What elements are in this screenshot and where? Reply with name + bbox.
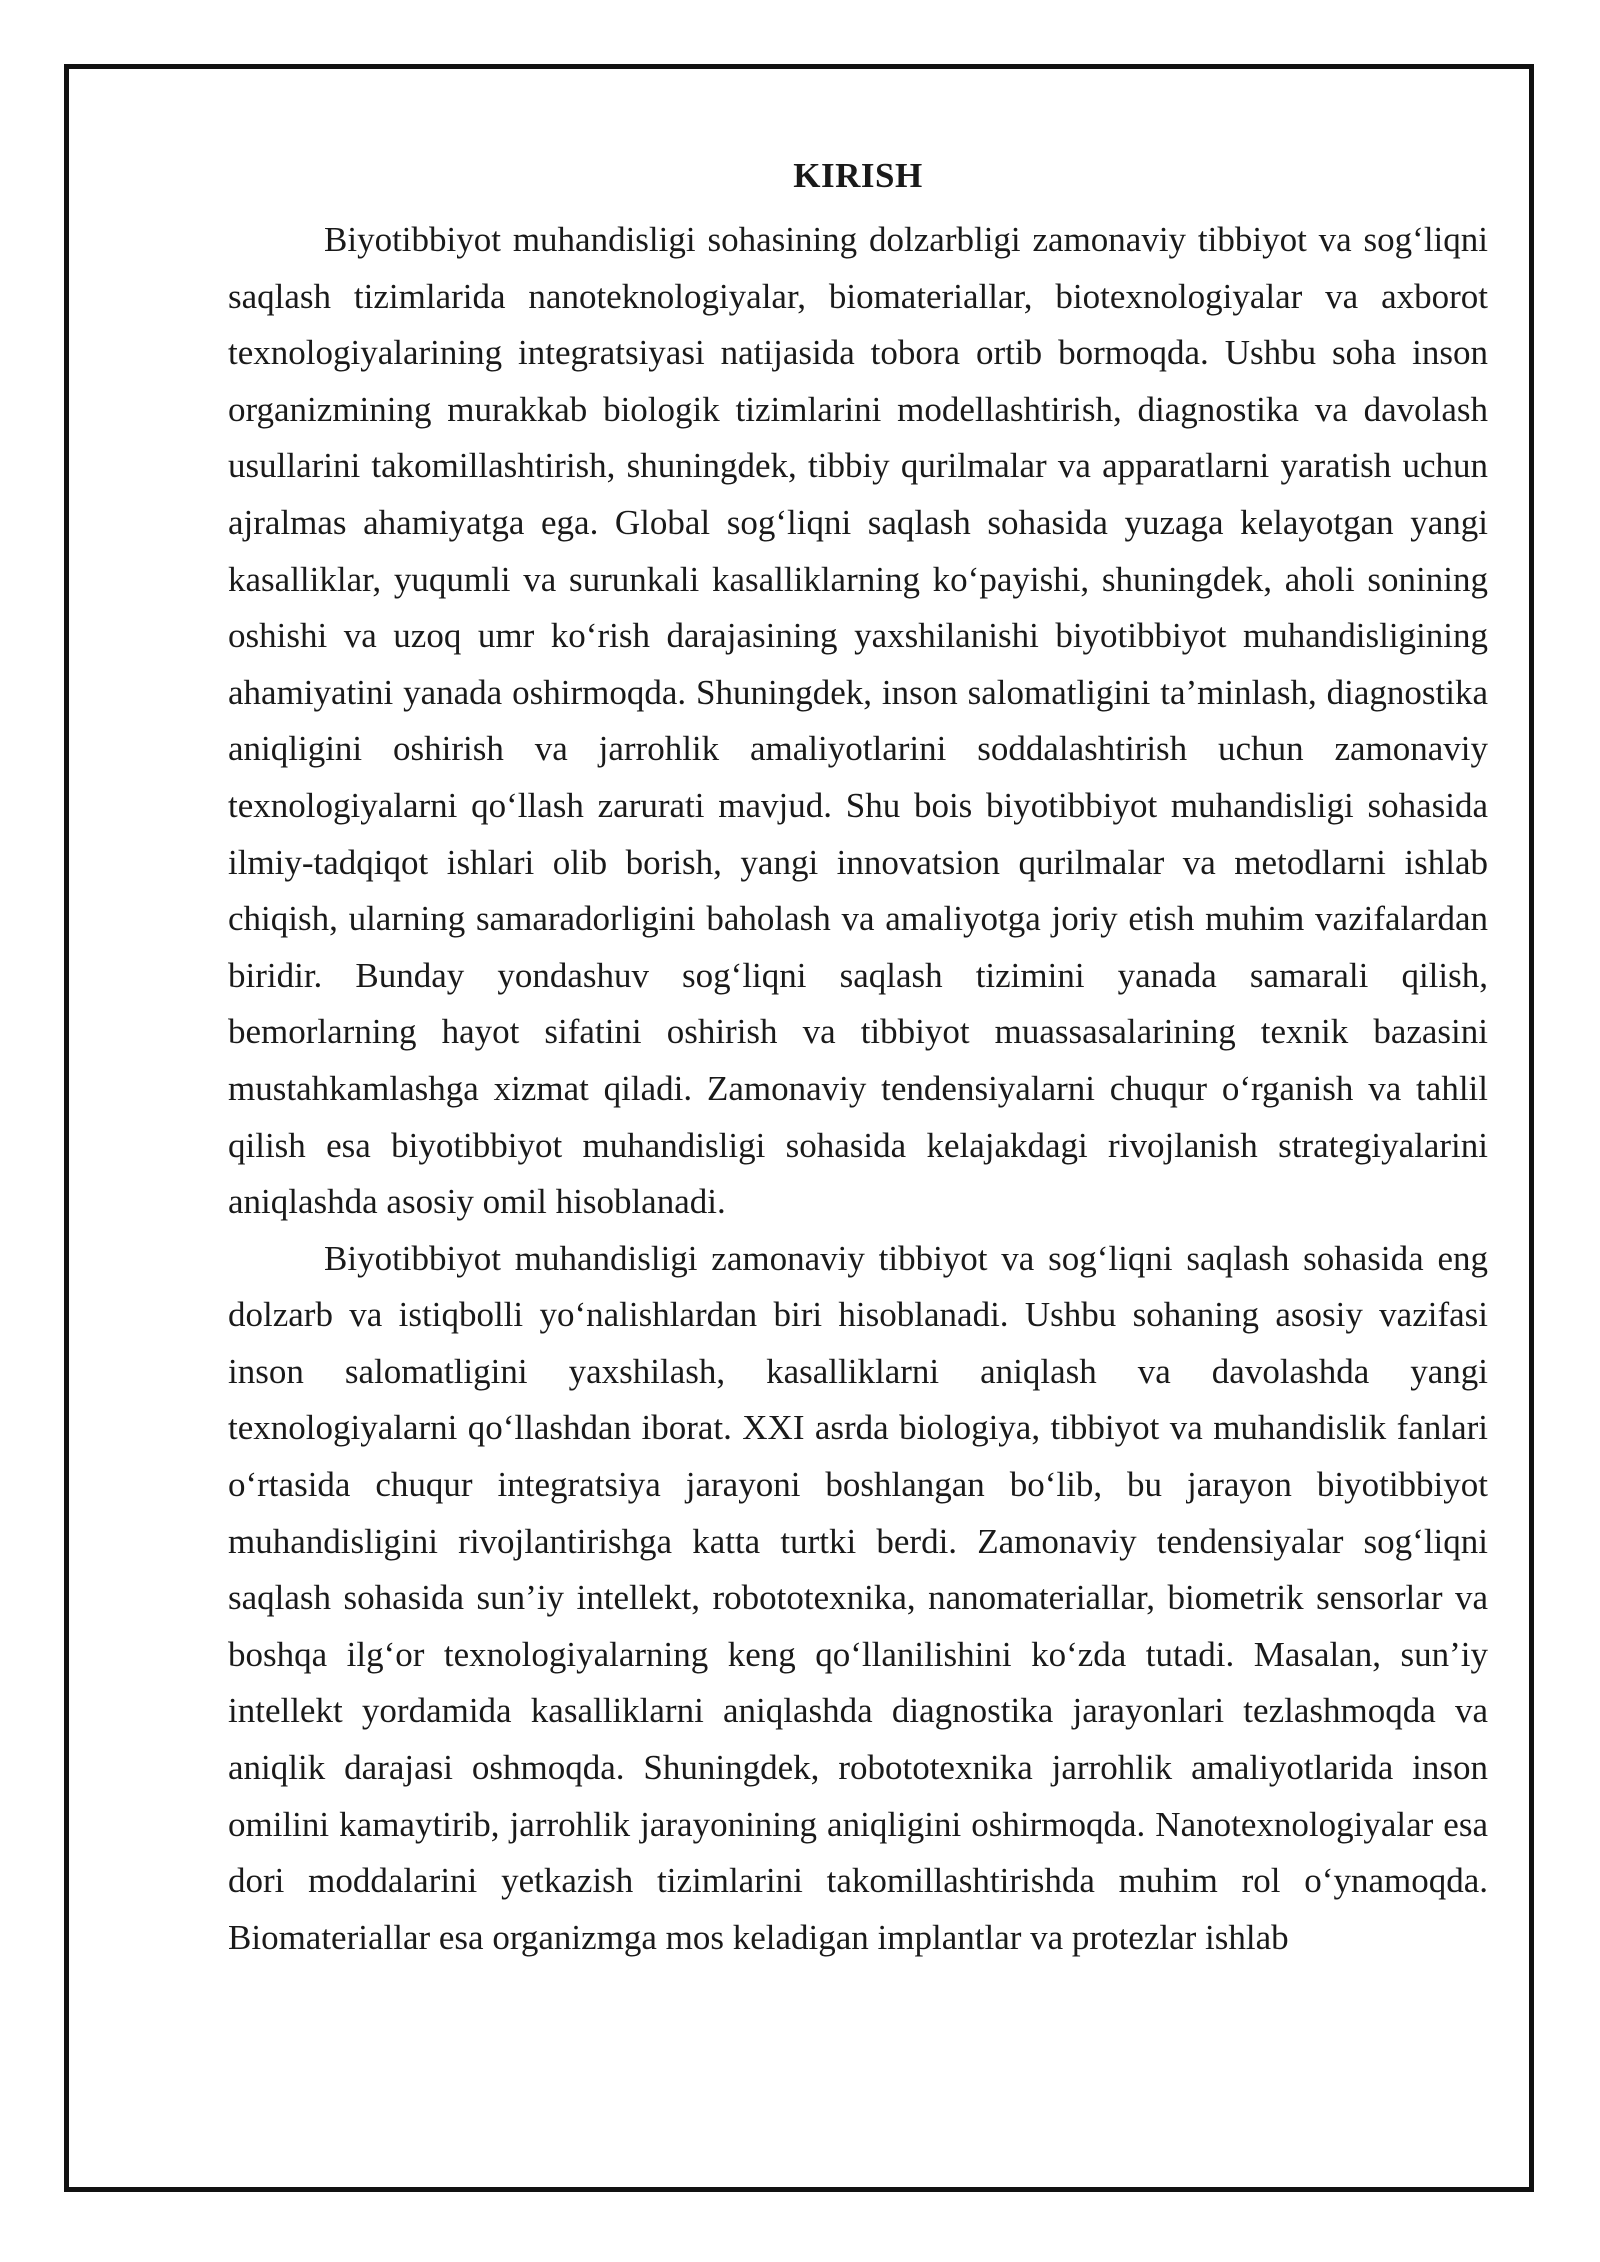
document-body: [228, 148, 1488, 1966]
document-title: KIRISH: [793, 156, 923, 195]
paragraph-1: Biyotibbiyot muhandisligi sohasining dolzarbligi zamonaviy tibbiyot va sog‘liqni saqlash tizimlarida nanoteknologiyalar, biomateriallar, biotexnologiyalar va axborot texnologiyalarining integratsiyasi natijasida tobora ortib bormoqda. Ushbu soha inson organizmining murakkab biologik tizimlarini modellashtirish, diagnostika va davolash usullarini takomillashtirish, shuningdek, tibbiy qurilmalar va apparatlarni yaratish uchun ajralmas ahamiyatga ega. Global sog‘liqni saqlash sohasida yuzaga kelayotgan yangi kasalliklar, yuqumli va surunkali kasalliklarning ko‘payishi, shuningdek, aholi sonining oshishi va uzoq umr ko‘rish darajasining yaxshilanishi biyotibbiyot muhandisligining ahamiyatini yanada oshirmoqda. Shuningdek, inson salomatligini ta’minlash, diagnostika aniqligini oshirish va jarrohlik amaliyotlarini soddalashtirish uchun zamonaviy texnologiyalarni qo‘llash zarurati mavjud. Shu bois biyotibbiyot muhandisligi sohasida ilmiy-tadqiqot ishlari olib borish, yangi innovatsion qurilmalar va metodlarni ishlab chiqish, ularning samaradorligini baholash va amaliyotga joriy etish muhim vazifalardan biridir. Bunday yondashuv sog‘liqni saqlash tizimini yanada samarali qilish, bemorlarning hayot sifatini oshirish va tibbiyot muassasalarining texnik bazasini mustahkamlashga xizmat qiladi. Zamonaviy tendensiyalarni chuqur o‘rganish va tahlil qilish esa biyotibbiyot muhandisligi sohasida kelajakdagi rivojlanish strategiyalarini aniqlashda asosiy omil hisoblanadi.: [228, 220, 1488, 1222]
paragraph-2: Biyotibbiyot muhandisligi zamonaviy tibbiyot va sog‘liqni saqlash sohasida eng dolzarb va istiqbolli yo‘nalishlardan biri hisoblanadi. Ushbu sohaning asosiy vazifasi inson salomatligini yaxshilash, kasalliklarni aniqlash va davolashda yangi texnologiyalarni qo‘llashdan iborat. XXI asrda biologiya, tibbiyot va muhandislik fanlari o‘rtasida chuqur integratsiya jarayoni boshlangan bo‘lib, bu jarayon biyotibbiyot muhandisligini rivojlantirishga katta turtki berdi. Zamonaviy tendensiyalar sog‘liqni saqlash sohasida sun’iy intellekt, robototexnika, nanomateriallar, biometrik sensorlar va boshqa ilg‘or texnologiyalarning keng qo‘llanilishini ko‘zda tutadi. Masalan, sun’iy intellekt yordamida kasalliklarni aniqlashda diagnostika jarayonlari tezlashmoqda va aniqlik darajasi oshmoqda. Shuningdek, robototexnika jarrohlik amaliyotlarida inson omilini kamaytirib, jarrohlik jarayonining aniqligini oshirmoqda. Nanotexnologiyalar esa dori moddalarini yetkazish tizimlarini takomillashtirishda muhim rol o‘ynamoqda. Biomateriallar esa organizmga mos keladigan implantlar va protezlar ishlab: [228, 1238, 1488, 1957]
